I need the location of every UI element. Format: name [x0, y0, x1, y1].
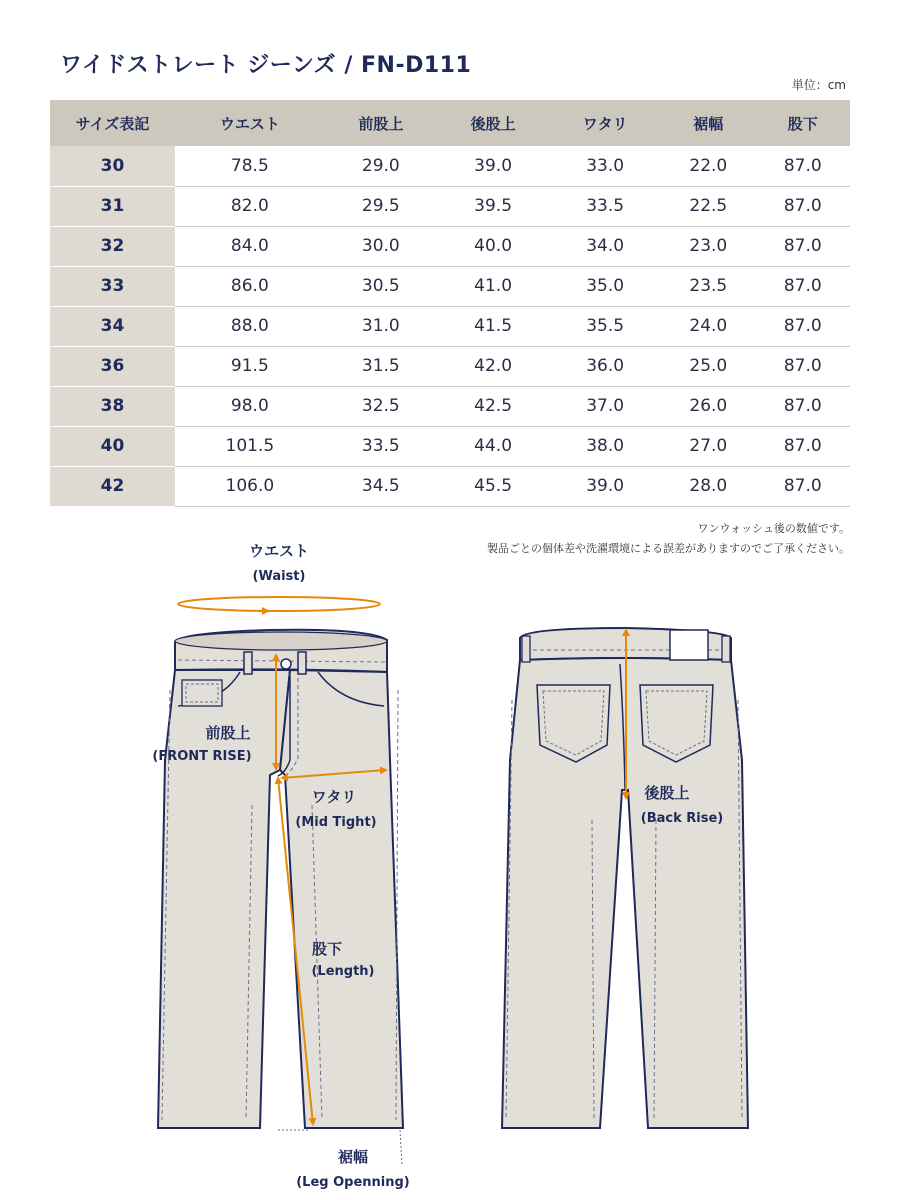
table-cell: 87.0 [756, 386, 850, 426]
table-cell: 34.0 [549, 226, 661, 266]
table-cell: 33.5 [325, 426, 437, 466]
table-cell: 27.0 [661, 426, 755, 466]
size-cell: 30 [50, 146, 175, 186]
belt-loop [298, 652, 306, 674]
table-cell: 35.0 [549, 266, 661, 306]
table-cell: 30.0 [325, 226, 437, 266]
table-cell: 32.5 [325, 386, 437, 426]
mid-tight-label-en: (Mid Tight) [295, 815, 377, 830]
table-cell: 35.5 [549, 306, 661, 346]
front-rise-label-jp: 前股上 [205, 724, 251, 742]
size-cell: 34 [50, 306, 175, 346]
table-cell: 24.0 [661, 306, 755, 346]
back-rise-label-jp: 後股上 [644, 784, 690, 802]
note-one-wash: ワンウォッシュ後の数値です。 [697, 522, 850, 535]
header-waist: ウエスト [175, 100, 325, 146]
size-cell: 33 [50, 266, 175, 306]
table-cell: 82.0 [175, 186, 325, 226]
size-cell: 40 [50, 426, 175, 466]
table-cell: 42.5 [437, 386, 549, 426]
table-cell: 84.0 [175, 226, 325, 266]
size-cell: 31 [50, 186, 175, 226]
length-label-jp: 股下 [311, 940, 343, 958]
table-cell: 39.0 [437, 146, 549, 186]
table-cell: 45.5 [437, 466, 549, 506]
header-mid-tight: ワタリ [549, 100, 661, 146]
table-cell: 87.0 [756, 346, 850, 386]
front-rise-label-en: (FRONT RISE) [152, 749, 252, 764]
table-cell: 42.0 [437, 346, 549, 386]
table-cell: 22.0 [661, 146, 755, 186]
table-cell: 41.5 [437, 306, 549, 346]
table-cell: 98.0 [175, 386, 325, 426]
leg-opening-label-jp: 裾幅 [337, 1148, 369, 1166]
waist-measure-ellipse [178, 597, 380, 611]
table-cell: 78.5 [175, 146, 325, 186]
table-cell: 87.0 [756, 266, 850, 306]
belt-loop [722, 636, 730, 662]
table-cell: 26.0 [661, 386, 755, 426]
table-cell: 40.0 [437, 226, 549, 266]
belt-loop [244, 652, 252, 674]
table-cell: 87.0 [756, 146, 850, 186]
header-length: 股下 [756, 100, 850, 146]
table-cell: 106.0 [175, 466, 325, 506]
table-cell: 87.0 [756, 426, 850, 466]
waist-label-en: (Waist) [252, 569, 306, 584]
front-button [281, 659, 291, 669]
table-cell: 23.0 [661, 226, 755, 266]
size-cell: 32 [50, 226, 175, 266]
leg-opening-label-en: (Leg Openning) [296, 1175, 410, 1190]
table-cell: 36.0 [549, 346, 661, 386]
size-cell: 36 [50, 346, 175, 386]
table-cell: 22.5 [661, 186, 755, 226]
table-cell: 87.0 [756, 226, 850, 266]
back-rise-label-en: (Back Rise) [640, 811, 724, 826]
waist-label-jp: ウエスト [248, 542, 310, 560]
table-cell: 86.0 [175, 266, 325, 306]
table-cell: 29.5 [325, 186, 437, 226]
unit-label: 単位：cm [791, 78, 846, 92]
table-cell: 31.0 [325, 306, 437, 346]
mid-tight-label-jp: ワタリ [311, 788, 357, 806]
table-cell: 38.0 [549, 426, 661, 466]
table-cell: 31.5 [325, 346, 437, 386]
length-label-en: (Length) [311, 964, 375, 979]
table-cell: 91.5 [175, 346, 325, 386]
table-cell: 41.0 [437, 266, 549, 306]
header-back-rise: 後股上 [437, 100, 549, 146]
front-waist-opening [175, 632, 387, 650]
jeans-front-illustration [158, 630, 403, 1128]
table-cell: 25.0 [661, 346, 755, 386]
table-cell: 30.5 [325, 266, 437, 306]
table-cell: 28.0 [661, 466, 755, 506]
table-cell: 87.0 [756, 186, 850, 226]
table-cell: 88.0 [175, 306, 325, 346]
table-cell: 29.0 [325, 146, 437, 186]
table-cell: 33.5 [549, 186, 661, 226]
table-cell: 44.0 [437, 426, 549, 466]
table-cell: 101.5 [175, 426, 325, 466]
header-front-rise: 前股上 [325, 100, 437, 146]
front-right-leg [280, 670, 403, 1128]
page-title: ワイドストレート ジーンズ / FN-D111 [60, 53, 472, 78]
table-cell: 37.0 [549, 386, 661, 426]
table-cell: 33.0 [549, 146, 661, 186]
header-size: サイズ表記 [50, 100, 175, 146]
table-cell: 39.0 [549, 466, 661, 506]
header-leg-opening: 裾幅 [661, 100, 755, 146]
belt-loop [522, 636, 530, 662]
table-cell: 87.0 [756, 466, 850, 506]
note-disclaimer: 製品ごとの個体差や洗濯環境による誤差がありますのでご了承ください。 [487, 542, 850, 555]
size-cell: 42 [50, 466, 175, 506]
size-cell: 38 [50, 386, 175, 426]
back-leather-patch [670, 630, 708, 660]
table-cell: 34.5 [325, 466, 437, 506]
table-cell: 87.0 [756, 306, 850, 346]
table-cell: 23.5 [661, 266, 755, 306]
table-cell: 39.5 [437, 186, 549, 226]
